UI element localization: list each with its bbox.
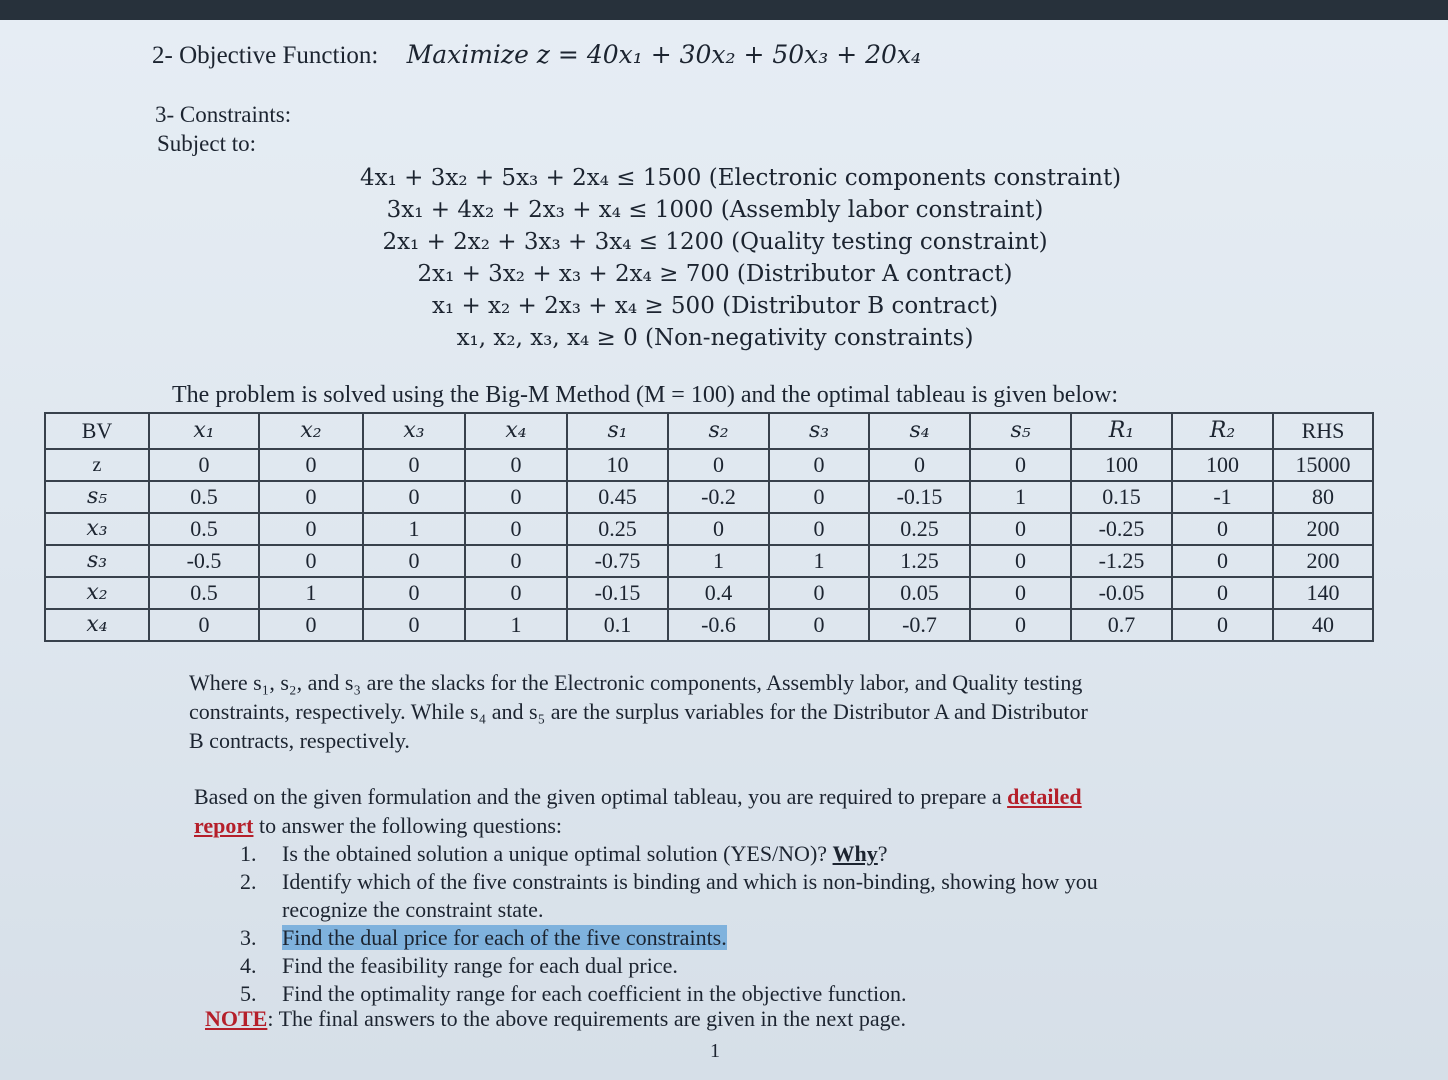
header-cell: s₅ (970, 413, 1071, 449)
instructions-text: Based on the given formulation and the given optimal tableau, you are required to prepare a (194, 784, 1008, 809)
table-cell: 0 (149, 609, 259, 641)
table-cell: 0 (259, 609, 363, 641)
question-text: Find the feasibility range for each dual price. (282, 953, 678, 978)
table-cell: 0 (769, 577, 869, 609)
page-number: 1 (710, 1040, 720, 1062)
table-cell: 0 (259, 449, 363, 481)
header-cell: BV (45, 413, 149, 449)
table-cell: 0 (970, 513, 1071, 545)
objective-function (152, 40, 921, 70)
optimal-tableau (44, 412, 1374, 642)
table-row (45, 545, 1373, 577)
table-cell: 0.1 (567, 609, 668, 641)
table-cell: 0 (668, 449, 769, 481)
table-cell: 0 (769, 609, 869, 641)
basic-variable-cell: x₂ (45, 577, 149, 609)
constraint-line: 3x₁ + 4x₂ + 2x₃ + x₄ ≤ 1000 (Assembly labor constraint) (386, 197, 1044, 223)
paragraph-line: B contracts, respectively. (189, 728, 410, 753)
table-cell: 140 (1273, 577, 1373, 609)
table-cell: 0 (1172, 609, 1273, 641)
tableau-header-row (45, 413, 1373, 449)
header-cell: x₁ (149, 413, 259, 449)
header-cell: R₁ (1071, 413, 1172, 449)
table-cell: 0.4 (668, 577, 769, 609)
table-cell: 0 (465, 577, 567, 609)
table-cell: 0 (363, 609, 465, 641)
table-cell: 0 (1172, 545, 1273, 577)
question-text: Identify which of the five constraints is binding and which is non-binding, showing how you (282, 869, 1098, 894)
table-cell: 10 (567, 449, 668, 481)
table-cell: 0 (259, 545, 363, 577)
document-page (0, 20, 1448, 1080)
header-cell: x₄ (465, 413, 567, 449)
table-cell: 0 (363, 449, 465, 481)
table-row (45, 513, 1373, 545)
list-item (240, 840, 1098, 868)
basic-variable-cell: z (45, 449, 149, 481)
note-label: NOTE (205, 1006, 268, 1031)
table-cell: 0 (769, 449, 869, 481)
table-cell: 1 (465, 609, 567, 641)
header-cell: x₃ (363, 413, 465, 449)
table-row (45, 609, 1373, 641)
constraint-list (360, 162, 1122, 354)
table-cell: 100 (1172, 449, 1273, 481)
table-cell: -0.05 (1071, 577, 1172, 609)
table-cell: 0.05 (869, 577, 970, 609)
table-cell: -0.15 (567, 577, 668, 609)
constraints-heading: 3- Constraints: (155, 102, 292, 127)
table-row (45, 577, 1373, 609)
basic-variable-cell: s₃ (45, 545, 149, 577)
list-item (240, 952, 1098, 980)
objective-label: 2- Objective Function: (152, 42, 379, 69)
table-cell: 0 (465, 449, 567, 481)
tableau-intro: The problem is solved using the Big-M Method (M = 100) and the optimal tableau is given below: (172, 382, 1119, 408)
table-cell: 0 (1172, 513, 1273, 545)
table-cell: 200 (1273, 545, 1373, 577)
header-cell: s₃ (769, 413, 869, 449)
table-cell: 0.7 (1071, 609, 1172, 641)
table-cell: 0 (465, 481, 567, 513)
table-cell: 1 (668, 545, 769, 577)
basic-variable-cell: s₅ (45, 481, 149, 513)
table-cell: 0 (1172, 577, 1273, 609)
table-cell: -0.2 (668, 481, 769, 513)
table-cell: -0.7 (869, 609, 970, 641)
table-cell: 100 (1071, 449, 1172, 481)
why-emphasis: Why (832, 841, 878, 866)
table-cell: 0.5 (149, 577, 259, 609)
table-cell: 0.5 (149, 481, 259, 513)
table-cell: 200 (1273, 513, 1373, 545)
question-number: 1. (240, 841, 257, 866)
table-cell: 0 (668, 513, 769, 545)
highlighted-question-text[interactable]: Find the dual price for each of the five constraints. (282, 925, 727, 950)
question-text: Is the obtained solution a unique optimal solution (YES/NO)? (282, 841, 833, 866)
screen-top-bezel (0, 0, 1448, 20)
objective-expression: Maximize z = 40x₁ + 30x₂ + 50x₃ + 20x₄ (406, 40, 922, 69)
table-cell: 0 (363, 577, 465, 609)
question-list (240, 840, 1098, 1008)
detailed-report-link[interactable]: detailed (1007, 784, 1082, 809)
table-cell: 0 (970, 545, 1071, 577)
header-cell: s₁ (567, 413, 668, 449)
question-number: 3. (240, 925, 257, 950)
table-cell: 0 (363, 481, 465, 513)
table-cell: 1 (769, 545, 869, 577)
table-cell: 1 (259, 577, 363, 609)
table-cell: 80 (1273, 481, 1373, 513)
table-cell: 0 (259, 513, 363, 545)
table-cell: 0.25 (869, 513, 970, 545)
table-cell: 1 (363, 513, 465, 545)
table-cell: 0 (970, 577, 1071, 609)
table-cell: 0 (769, 481, 869, 513)
table-cell: -0.15 (869, 481, 970, 513)
table-cell: -1 (1172, 481, 1273, 513)
basic-variable-cell: x₄ (45, 609, 149, 641)
table-row (45, 481, 1373, 513)
table-cell: 0 (869, 449, 970, 481)
list-item (240, 868, 1098, 896)
question-continuation: recognize the constraint state. (282, 897, 544, 922)
question-number: 5. (240, 981, 257, 1006)
variables-explanation (189, 668, 1088, 755)
table-cell: 0.5 (149, 513, 259, 545)
list-item (240, 924, 1098, 952)
header-cell: s₄ (869, 413, 970, 449)
constraint-line: x₁ + x₂ + 2x₃ + x₄ ≥ 500 (Distributor B contract) (431, 293, 999, 319)
header-cell: RHS (1273, 413, 1373, 449)
table-cell: 0 (465, 545, 567, 577)
constraint-line: 2x₁ + 2x₂ + 3x₃ + 3x₄ ≤ 1200 (Quality testing constraint) (382, 229, 1048, 255)
instructions-paragraph (194, 782, 1082, 840)
question-text: Find the optimality range for each coefficient in the objective function. (282, 981, 907, 1006)
paragraph-line: constraints, respectively. While s₄ and s₅ are the surplus variables for the Distributor A and Distributor (189, 699, 1088, 724)
table-cell: 0.45 (567, 481, 668, 513)
table-cell: 0 (970, 609, 1071, 641)
constraint-line: 4x₁ + 3x₂ + 5x₃ + 2x₄ ≤ 1500 (Electronic components constraint) (360, 165, 1122, 191)
constraint-line: 2x₁ + 3x₂ + x₃ + 2x₄ ≥ 700 (Distributor A contract) (417, 261, 1013, 287)
question-number: 2. (240, 869, 257, 894)
constraint-line: x₁, x₂, x₃, x₄ ≥ 0 (Non-negativity constraints) (456, 325, 974, 351)
instructions-text-cont: to answer the following questions: (253, 813, 563, 838)
subject-to-label: Subject to: (157, 131, 257, 156)
header-cell: R₂ (1172, 413, 1273, 449)
question-suffix: ? (877, 841, 888, 866)
note (205, 1004, 906, 1033)
header-cell: x₂ (259, 413, 363, 449)
table-cell: 0 (259, 481, 363, 513)
basic-variable-cell: x₃ (45, 513, 149, 545)
table-cell: -0.75 (567, 545, 668, 577)
table-cell: 0 (769, 513, 869, 545)
table-cell: -0.5 (149, 545, 259, 577)
table-cell: 1 (970, 481, 1071, 513)
table-cell: 0 (970, 449, 1071, 481)
table-cell: -1.25 (1071, 545, 1172, 577)
table-cell: -0.25 (1071, 513, 1172, 545)
table-cell: 0 (363, 545, 465, 577)
table-cell: 0 (149, 449, 259, 481)
table-row (45, 449, 1373, 481)
table-cell: 1.25 (869, 545, 970, 577)
table-cell: -0.6 (668, 609, 769, 641)
table-cell: 0.25 (567, 513, 668, 545)
question-number: 4. (240, 953, 257, 978)
header-cell: s₂ (668, 413, 769, 449)
paragraph-line: Where s₁, s₂, and s₃ are the slacks for the Electronic components, Assembly labor, and Quality testing (189, 670, 1083, 695)
note-text: : The final answers to the above requirements are given in the next page. (267, 1006, 906, 1031)
table-cell: 15000 (1273, 449, 1373, 481)
detailed-report-link-cont[interactable]: report (194, 813, 254, 838)
table-cell: 0 (465, 513, 567, 545)
table-cell: 0.15 (1071, 481, 1172, 513)
table-cell: 40 (1273, 609, 1373, 641)
